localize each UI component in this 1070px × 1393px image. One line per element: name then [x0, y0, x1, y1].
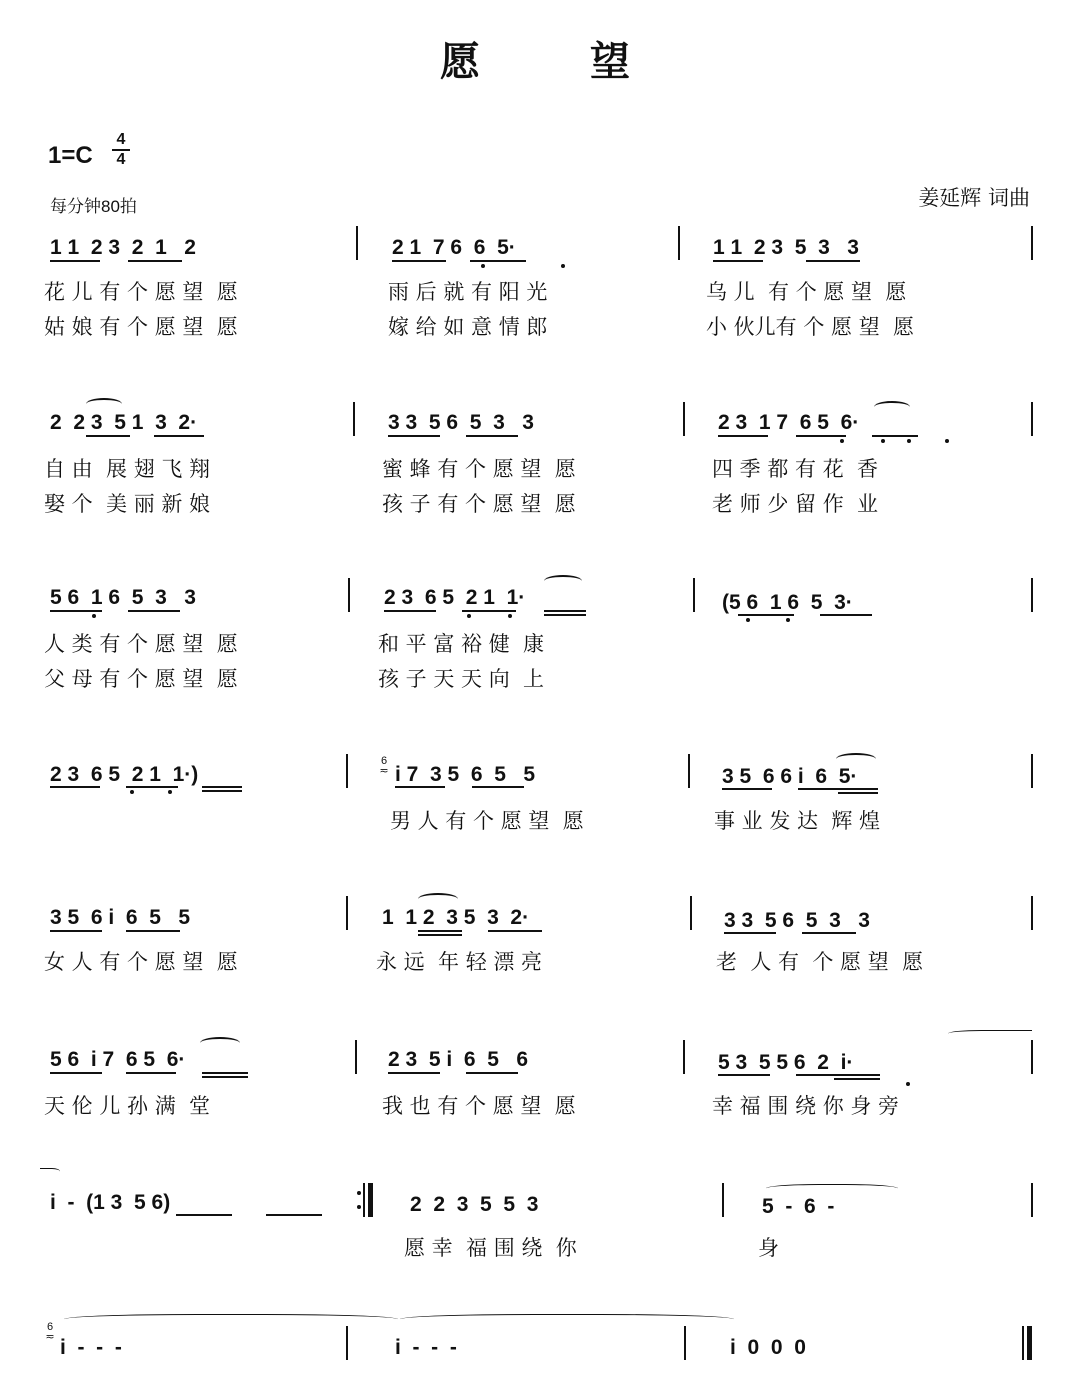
- system4-measure1-notes: 2 3 6 5 2 1 1·): [50, 763, 199, 786]
- beam: [798, 788, 878, 790]
- system2-lyric1-m2: 蜜 蜂 有 个 愿 望 愿: [382, 457, 576, 481]
- system3-lyric2-m1: 父 母 有 个 愿 望 愿: [44, 667, 238, 691]
- system2-lyric2-m1: 娶 个 美 丽 新 娘: [44, 492, 211, 516]
- barline: [683, 402, 685, 436]
- repeat-dot: [357, 1205, 361, 1209]
- repeat-barline-thin: [363, 1183, 365, 1217]
- beam: [718, 1074, 770, 1076]
- beam: [202, 790, 242, 792]
- beam: [50, 930, 102, 932]
- beam: [50, 1072, 102, 1074]
- beam: [722, 788, 772, 790]
- system7-lyric1-m3: 身: [758, 1236, 779, 1260]
- beam: [470, 260, 526, 262]
- barline: [1031, 402, 1033, 436]
- barline: [353, 402, 355, 436]
- beam: [126, 1072, 176, 1074]
- tie: [400, 1314, 734, 1327]
- system8-measure1-notes: i - - -: [60, 1336, 122, 1359]
- system5-lyric1-m3: 老 人 有 个 愿 望 愿: [716, 950, 924, 974]
- system2-lyric1-m1: 自 由 展 翅 飞 翔: [44, 457, 211, 481]
- barline: [690, 896, 692, 930]
- beam: [266, 1214, 322, 1216]
- beam: [50, 260, 100, 262]
- system4-measure2-notes: i 7 3 5 6 5 5: [395, 763, 536, 786]
- beam: [384, 610, 436, 612]
- tie: [948, 1030, 1032, 1039]
- slur: [544, 575, 582, 587]
- barline: [346, 754, 348, 788]
- beam: [202, 1076, 248, 1078]
- system5-measure2-notes: 1 1 2 3 5 3 2·: [382, 906, 530, 929]
- system7-measure3-notes: 5 - 6 -: [762, 1195, 835, 1218]
- barline: [1031, 896, 1033, 930]
- octave-dot-low: [561, 264, 565, 268]
- barline: [1031, 1040, 1033, 1074]
- tempo-marking: 每分钟80拍: [50, 197, 137, 216]
- barline: [1031, 578, 1033, 612]
- octave-dot-low: [467, 614, 471, 618]
- barline: [683, 1040, 685, 1074]
- system5-measure3-notes: 3 3 5 6 5 3 3: [724, 909, 870, 932]
- system2-lyric2-m3: 老 师 少 留 作 业: [712, 492, 879, 516]
- barline: [356, 226, 358, 260]
- time-signature: [112, 131, 130, 169]
- beam: [472, 786, 524, 788]
- beam: [128, 610, 180, 612]
- system2-measure1-notes: 2 2 3 5 1 3 2·: [50, 411, 198, 434]
- octave-dot-low: [92, 614, 96, 618]
- key-signature: 1=C: [48, 142, 93, 169]
- system2-measure3-notes: 2 3 1 7 6 5 6·: [718, 411, 860, 434]
- tie-end: [40, 1168, 60, 1177]
- beam: [388, 435, 440, 437]
- octave-dot-low: [481, 264, 485, 268]
- beam: [544, 614, 586, 616]
- grace-mark: 6 ≂: [379, 755, 389, 777]
- beam: [838, 792, 878, 794]
- system7-measure2-notes: 2 2 3 5 5 3: [410, 1193, 539, 1216]
- barline: [1031, 1183, 1033, 1217]
- octave-dot-low: [168, 790, 172, 794]
- system4-measure3-notes: 3 5 6 6 i 6 5·: [722, 765, 858, 788]
- title-char-1: 愿: [440, 38, 480, 85]
- beam: [202, 786, 242, 788]
- grace-mark: 6 ≂: [45, 1321, 55, 1343]
- beam: [713, 260, 763, 262]
- system1-measure1-notes: 1 1 2 3 2 1 2: [50, 236, 196, 259]
- system6-measure1-notes: 5 6 i 7 6 5 6·: [50, 1048, 186, 1071]
- repeat-dot: [357, 1191, 361, 1195]
- system1-lyric1-m1: 花 儿 有 个 愿 望 愿: [44, 280, 238, 304]
- system2-measure2-notes: 3 3 5 6 5 3 3: [388, 411, 534, 434]
- barline: [684, 1326, 686, 1360]
- octave-dot-low: [786, 618, 790, 622]
- repeat-barline: [368, 1183, 373, 1217]
- beam: [466, 1072, 518, 1074]
- system2-lyric2-m2: 孩 子 有 个 愿 望 愿: [382, 492, 576, 516]
- barline: [346, 1326, 348, 1360]
- system6-measure2-notes: 2 3 5 i 6 5 6: [388, 1048, 529, 1071]
- beam: [50, 786, 100, 788]
- final-barline-thin: [1022, 1326, 1024, 1360]
- beam: [50, 610, 102, 612]
- slur: [874, 401, 910, 413]
- octave-dot-low: [840, 439, 844, 443]
- barline: [348, 578, 350, 612]
- system1-lyric1-m2: 雨 后 就 有 阳 光: [388, 280, 548, 304]
- barline: [355, 1040, 357, 1074]
- beam: [128, 260, 182, 262]
- octave-dot-low: [130, 790, 134, 794]
- system5-lyric1-m2: 永 远 年 轻 漂 亮: [376, 950, 543, 974]
- octave-dot-low: [906, 1082, 910, 1086]
- barline: [1031, 754, 1033, 788]
- system1-lyric2-m3: 小 伙儿有 个 愿 望 愿: [706, 315, 915, 339]
- system6-lyric1-m1: 天 伦 儿 孙 满 堂: [44, 1094, 211, 1118]
- beam: [718, 435, 768, 437]
- slur: [86, 398, 122, 410]
- beam: [820, 614, 872, 616]
- song-title: [0, 30, 1070, 87]
- beam: [418, 930, 462, 932]
- title-char-2: 望: [590, 38, 630, 85]
- tie: [766, 1184, 898, 1195]
- beam: [544, 610, 586, 612]
- system3-measure2-notes: 2 3 6 5 2 1 1·: [384, 586, 526, 609]
- time-sig-bottom: 4: [116, 151, 126, 168]
- beam: [834, 1078, 880, 1080]
- octave-dot-low: [945, 439, 949, 443]
- beam: [176, 1214, 232, 1216]
- system6-measure3-notes: 5 3 5 5 6 2 i·: [718, 1051, 854, 1074]
- final-barline-thick: [1027, 1326, 1032, 1360]
- beam: [796, 1074, 880, 1076]
- system7-lyric1-m2: 愿 幸 福 围 绕 你: [404, 1236, 577, 1260]
- slur: [418, 893, 458, 905]
- beam: [872, 435, 918, 437]
- system1-lyric1-m3: 乌 儿 有 个 愿 望 愿: [706, 280, 907, 304]
- system5-measure1-notes: 3 5 6 i 6 5 5: [50, 906, 191, 929]
- system7-measure1-notes: i - (1 3 5 6): [50, 1191, 171, 1214]
- beam: [802, 932, 856, 934]
- tie: [64, 1314, 398, 1327]
- octave-dot-low: [881, 439, 885, 443]
- system2-lyric1-m3: 四 季 都 有 花 香: [712, 457, 879, 481]
- barline: [688, 754, 690, 788]
- beam: [392, 260, 446, 262]
- system4-lyric1-m3: 事 业 发 达 辉 煌: [714, 809, 881, 833]
- system3-lyric1-m1: 人 类 有 个 愿 望 愿: [44, 632, 238, 656]
- beam: [395, 786, 445, 788]
- system3-lyric1-m2: 和 平 富 裕 健 康: [378, 632, 545, 656]
- system1-measure2-notes: 2 1 7 6 6 5·: [392, 236, 516, 259]
- system4-lyric1-m2: 男 人 有 个 愿 望 愿: [390, 809, 584, 833]
- barline: [722, 1183, 724, 1217]
- beam: [488, 930, 542, 932]
- barline: [693, 578, 695, 612]
- beam: [126, 786, 178, 788]
- system3-measure3-notes: (5 6 1 6 5 3·: [722, 591, 853, 614]
- system1-lyric2-m2: 嫁 给 如 意 情 郎: [388, 315, 548, 339]
- beam: [466, 435, 518, 437]
- slur: [836, 753, 876, 765]
- barline: [678, 226, 680, 260]
- beam: [796, 435, 846, 437]
- beam: [462, 610, 516, 612]
- beam: [738, 614, 794, 616]
- system3-measure1-notes: 5 6 1 6 5 3 3: [50, 586, 196, 609]
- octave-dot-low: [746, 618, 750, 622]
- system1-lyric2-m1: 姑 娘 有 个 愿 望 愿: [44, 315, 238, 339]
- beam: [724, 932, 776, 934]
- beam: [126, 930, 180, 932]
- slur: [200, 1037, 240, 1049]
- system1-measure3-notes: 1 1 2 3 5 3 3: [713, 236, 859, 259]
- system5-lyric1-m1: 女 人 有 个 愿 望 愿: [44, 950, 238, 974]
- time-sig-top: 4: [112, 131, 130, 151]
- system3-lyric2-m2: 孩 子 天 天 向 上: [378, 667, 545, 691]
- beam: [388, 1072, 440, 1074]
- system8-measure3-notes: i 0 0 0: [730, 1336, 806, 1359]
- system8-measure2-notes: i - - -: [395, 1336, 457, 1359]
- barline: [1031, 226, 1033, 260]
- beam: [806, 260, 860, 262]
- beam: [202, 1072, 248, 1074]
- beam: [154, 435, 204, 437]
- octave-dot-low: [508, 614, 512, 618]
- system6-lyric1-m2: 我 也 有 个 愿 望 愿: [382, 1094, 576, 1118]
- system6-lyric1-m3: 幸 福 围 绕 你 身 旁: [712, 1094, 900, 1118]
- barline: [346, 896, 348, 930]
- beam: [418, 934, 462, 936]
- beam: [86, 435, 130, 437]
- composer-credit: 姜延辉 词曲: [918, 186, 1030, 210]
- octave-dot-low: [907, 439, 911, 443]
